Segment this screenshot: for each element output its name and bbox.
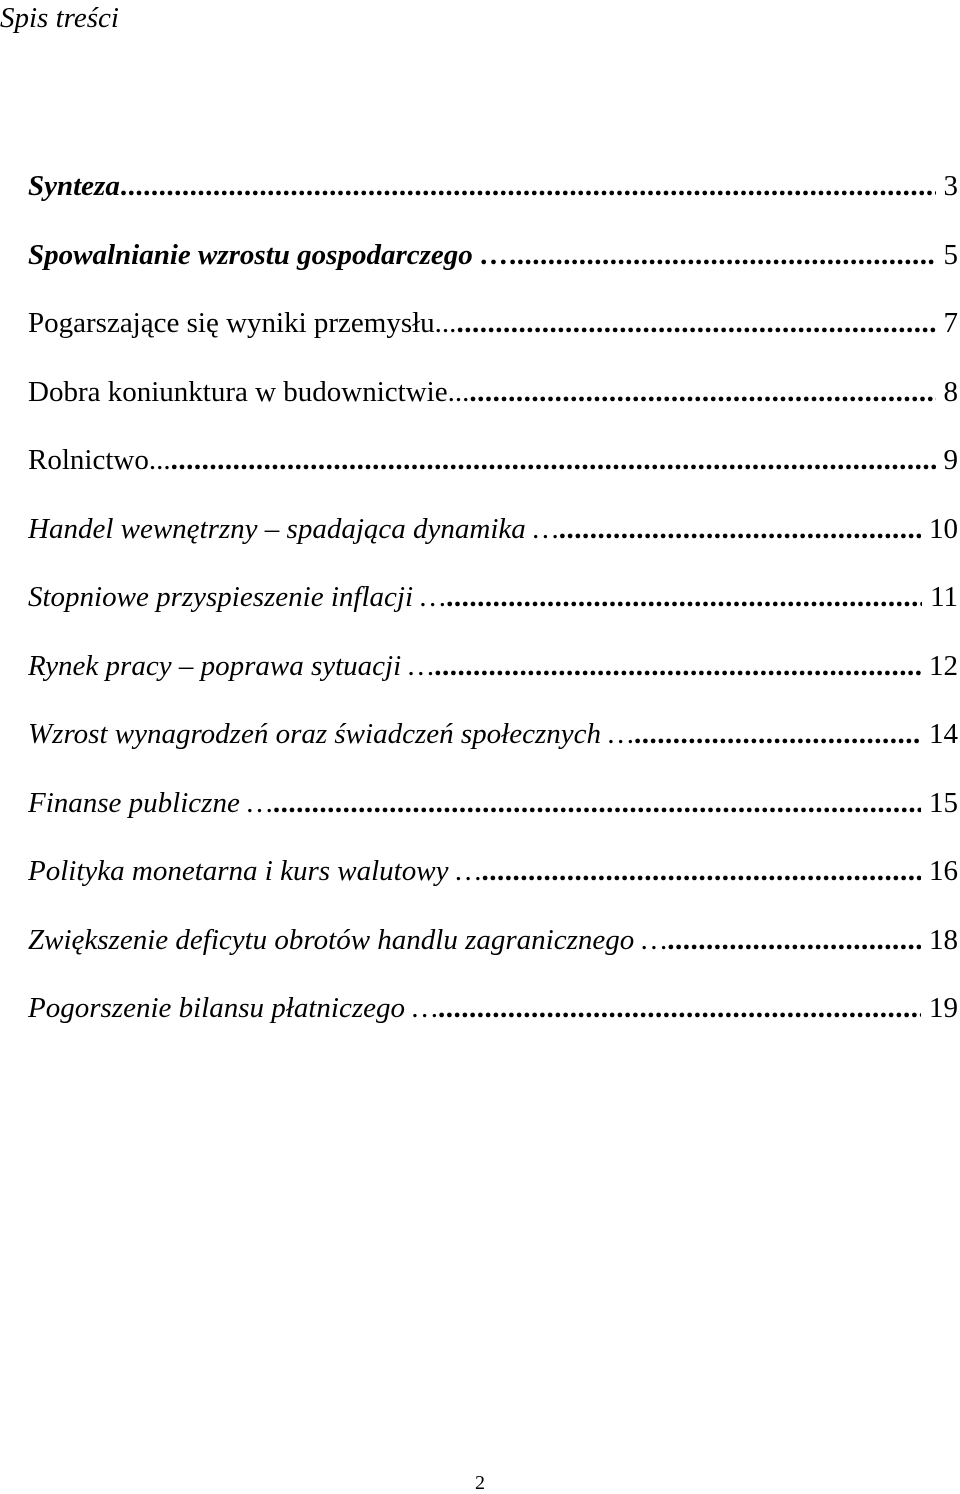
- toc-entry-title: Spowalnianie wzrostu gospodarczego …: [28, 238, 510, 271]
- toc-entry-title: Synteza: [28, 170, 120, 202]
- toc-entry-title: Wzrost wynagrodzeń oraz świadczeń społecznych …: [28, 718, 635, 750]
- toc-entry-title: Finanse publiczne …: [28, 786, 273, 819]
- toc-entry-page: 9: [943, 444, 958, 476]
- toc-entry-page: 10: [929, 512, 958, 545]
- toc-dot-leader: [120, 164, 936, 208]
- toc-dot-leader: [438, 986, 921, 1030]
- toc-entry-title: Rolnictwo...: [28, 444, 171, 476]
- toc-entry-title: Polityka monetarna i kurs walutowy …: [28, 855, 482, 887]
- toc-entry-handel[interactable]: [28, 507, 958, 576]
- toc-entry-page: 16: [929, 855, 958, 887]
- toc-entry-rolnictwo[interactable]: [28, 438, 958, 507]
- toc-entry-title: Zwiększenie deficytu obrotów handlu zagranicznego …: [28, 923, 668, 956]
- toc-entry-page: 15: [929, 786, 958, 819]
- toc-entry-rynek-pracy[interactable]: [28, 644, 958, 713]
- toc-entry-page: 18: [929, 923, 958, 956]
- toc-entry-synteza[interactable]: [28, 164, 958, 233]
- toc-entry-deficyt[interactable]: [28, 918, 958, 987]
- toc-entry-title: Stopniowe przyspieszenie inflacji …: [28, 581, 447, 613]
- toc-entry-title: Handel wewnętrzny – spadająca dynamika …: [28, 512, 559, 545]
- toc-entry-page: 12: [929, 649, 958, 682]
- table-of-contents: [28, 164, 958, 1055]
- toc-entry-przemysl[interactable]: [28, 301, 958, 370]
- toc-entry-title: Rynek pracy – poprawa sytuacji …: [28, 649, 435, 682]
- toc-entry-page: 5: [943, 238, 958, 271]
- toc-entry-page: 7: [943, 307, 958, 339]
- toc-dot-leader: [273, 781, 921, 825]
- toc-entry-page: 11: [930, 581, 958, 613]
- toc-entry-budownictwo[interactable]: [28, 370, 958, 439]
- toc-entry-page: 14: [929, 718, 958, 750]
- toc-dot-leader: [469, 370, 935, 414]
- toc-entry-title: Pogorszenie bilansu płatniczego …: [28, 992, 439, 1024]
- toc-dot-leader: [434, 644, 921, 688]
- toc-dot-leader: [509, 233, 935, 277]
- toc-dot-leader: [456, 301, 935, 345]
- toc-entry-page: 8: [943, 375, 958, 408]
- toc-dot-leader: [559, 507, 921, 551]
- toc-entry-bilans[interactable]: [28, 986, 958, 1055]
- toc-entry-title: Pogarszające się wyniki przemysłu...: [28, 307, 457, 339]
- toc-entry-page: 19: [929, 992, 958, 1024]
- toc-dot-leader: [667, 918, 921, 962]
- page-title: Spis treści: [0, 2, 119, 34]
- toc-entry-inflacja[interactable]: [28, 575, 958, 644]
- toc-entry-title: Dobra koniunktura w budownictwie...: [28, 375, 470, 408]
- toc-entry-polityka[interactable]: [28, 849, 958, 918]
- toc-dot-leader: [634, 712, 921, 756]
- toc-entry-finanse[interactable]: [28, 781, 958, 850]
- toc-dot-leader: [171, 438, 936, 482]
- toc-entry-page: 3: [943, 170, 958, 202]
- toc-dot-leader: [482, 849, 922, 893]
- toc-entry-wynagrodzenia[interactable]: [28, 712, 958, 781]
- page-number: 2: [475, 1472, 485, 1494]
- toc-entry-spowalnianie[interactable]: [28, 233, 958, 302]
- toc-dot-leader: [446, 575, 922, 619]
